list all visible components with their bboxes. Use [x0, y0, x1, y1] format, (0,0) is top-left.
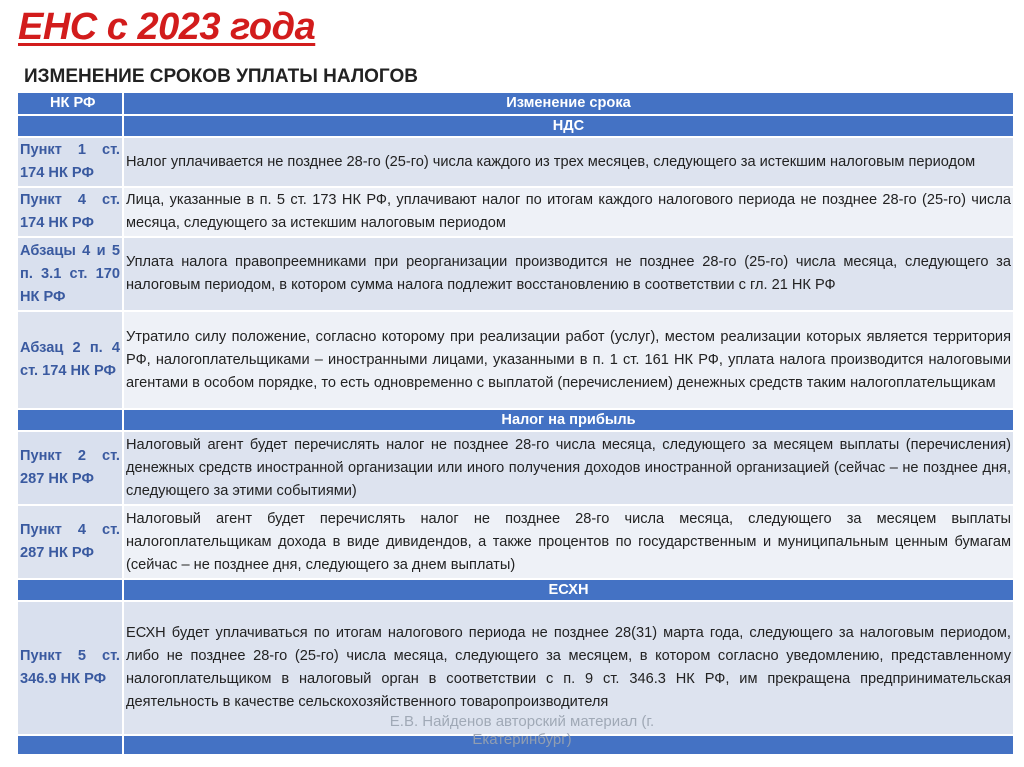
row-text: Лица, указанные в п. 5 ст. 173 НК РФ, уплачивают налог по итогам каждого налогового периода не позднее 28-го (25-го) числа месяца, следующего за истекшим налоговым периодом [124, 188, 1013, 236]
table-row [18, 188, 1013, 236]
row-text: Уплата налога правопреемниками при реорганизации производится не позднее 28-го (25-го) числа месяца, следующего за налоговым периодом, в котором сумма налога подлежит восстановлению в соответствии с гл. 21 НК РФ [124, 238, 1013, 310]
row-text: Налоговый агент будет перечислять налог не позднее 28-го числа месяца, следующего за месяцем выплаты (перечисления) денежных средств иностранной организации или иного получения доходов иностранной организацией (сейчас – не позднее дня, следующего за этими событиями) [124, 432, 1013, 504]
header-change: Изменение срока [124, 93, 1013, 114]
row-ref: Пункт 1 ст. 174 НК РФ [18, 138, 122, 186]
section-row [18, 410, 1013, 430]
table-row [18, 238, 1013, 310]
tax-deadlines-table [16, 91, 1015, 756]
section-row [18, 580, 1013, 600]
table-row [18, 506, 1013, 578]
row-text: Налоговый агент будет перечислять налог не позднее 28-го числа месяца, следующего за месяцем выплаты налогоплательщикам дохода в виде дивидендов, а также процентов по государственным и муниципальным ценным бумагам (сейчас – не позднее дня, следующего за днем выплаты) [124, 506, 1013, 578]
slide-title: ЕНС с 2023 года [18, 6, 316, 48]
row-ref: Пункт 4 ст. 287 НК РФ [18, 506, 122, 578]
section-profit: Налог на прибыль [124, 410, 1013, 430]
table-row [18, 312, 1013, 408]
slide-subtitle: ИЗМЕНЕНИЕ СРОКОВ УПЛАТЫ НАЛОГОВ [24, 66, 418, 87]
section-nds: НДС [124, 116, 1013, 136]
table-header-row [18, 93, 1013, 114]
row-text: ЕСХН будет уплачиваться по итогам налогового периода не позднее 28(31) марта года, следующего за налоговым периодом, либо не позднее 28-го (25-го) числа месяца, следующего за месяцем, в котором согласно уведомлению, представленному налогоплательщиком в налоговый орган в соответствии с п. 9 ст. 346.3 НК РФ, им прекращена предпринимательская деятельность в качестве сельскохозяйственного товаропроизводителя [124, 602, 1013, 734]
author-watermark: Е.В. Найденов авторский материал (г. Екатеринбург) [389, 713, 655, 748]
row-text: Утратило силу положение, согласно которому при реализации работ (услуг), местом реализации которых является территория РФ, налогоплательщиками – иностранными лицами, указанными в п. 1 ст. 161 НК РФ, уплата налога производится налоговыми агентами в особом порядке, то есть одновременно с выплатой (перечислением) денежных средств таким налогоплательщикам [124, 312, 1013, 408]
row-ref: Абзац 2 п. 4 ст. 174 НК РФ [18, 312, 122, 408]
section-row [18, 116, 1013, 136]
section-eshn: ЕСХН [124, 580, 1013, 600]
header-nk-rf: НК РФ [18, 93, 122, 114]
row-ref: Пункт 2 ст. 287 НК РФ [18, 432, 122, 504]
row-text: Налог уплачивается не позднее 28-го (25-го) числа каждого из трех месяцев, следующего за истекшим налоговым периодом [124, 138, 1013, 186]
row-ref: Абзацы 4 и 5 п. 3.1 ст. 170 НК РФ [18, 238, 122, 310]
row-ref: Пункт 4 ст. 174 НК РФ [18, 188, 122, 236]
table-row [18, 138, 1013, 186]
table-row [18, 432, 1013, 504]
row-ref: Пункт 5 ст. 346.9 НК РФ [18, 602, 122, 734]
